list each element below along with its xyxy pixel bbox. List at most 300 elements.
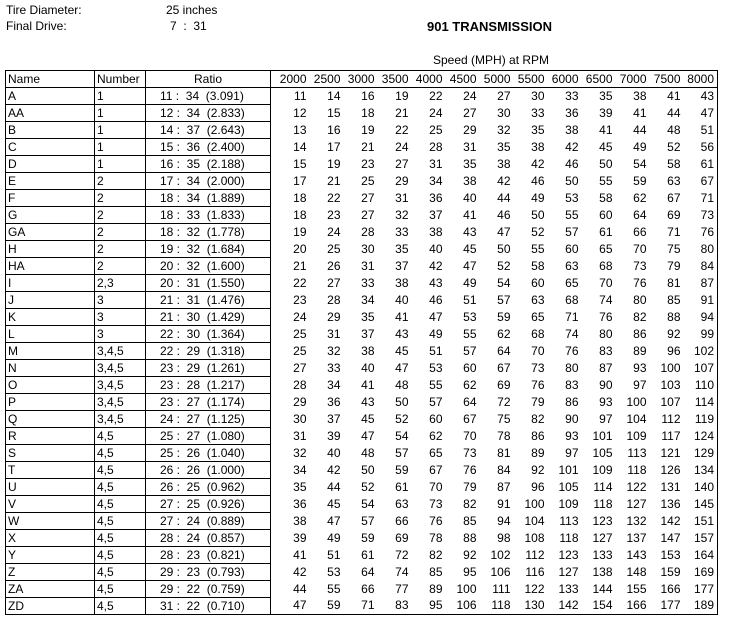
speed-cell: 102 bbox=[684, 343, 718, 360]
gear-ratio-cell: 16 : 35 (2.188) bbox=[146, 156, 271, 173]
speed-cell: 50 bbox=[531, 207, 545, 222]
speed-cell: 85 bbox=[667, 292, 681, 307]
speed-cell: 35 bbox=[271, 479, 310, 496]
speed-cell: 123 bbox=[558, 547, 579, 562]
speed-cell: 97 bbox=[633, 377, 647, 392]
speed-cell: 118 bbox=[627, 462, 647, 477]
speed-cell: 30 bbox=[531, 88, 545, 103]
speed-header: Speed (MPH) at RPM bbox=[433, 53, 550, 67]
final-drive-value: 7 : 31 bbox=[170, 19, 207, 33]
speed-cell: 114 bbox=[593, 479, 613, 494]
speed-cell: 33 bbox=[361, 275, 375, 290]
speed-cell: 38 bbox=[463, 173, 477, 188]
speed-cell: 107 bbox=[660, 394, 681, 409]
gear-ratio-cell: 19 : 32 (1.684) bbox=[146, 241, 271, 258]
speed-cell: 38 bbox=[531, 139, 545, 154]
gear-name-cell: D bbox=[6, 156, 95, 173]
speed-cell: 27 bbox=[271, 360, 310, 377]
speed-cell: 93 bbox=[633, 360, 647, 375]
speed-cell: 49 bbox=[463, 275, 477, 290]
speed-cell: 31 bbox=[463, 139, 477, 154]
speed-cell: 38 bbox=[429, 224, 443, 239]
speed-cell: 77 bbox=[395, 581, 409, 596]
table-row bbox=[6, 564, 718, 581]
speed-cell: 25 bbox=[429, 122, 443, 137]
speed-cell: 47 bbox=[271, 598, 310, 615]
speed-cell: 21 bbox=[361, 139, 375, 154]
speed-cell: 35 bbox=[599, 88, 613, 103]
speed-cell: 42 bbox=[497, 173, 511, 188]
table-row bbox=[6, 88, 718, 105]
gear-ratio-cell: 21 : 30 (1.429) bbox=[146, 309, 271, 326]
speed-cell: 76 bbox=[565, 343, 579, 358]
speed-cell: 104 bbox=[524, 513, 545, 528]
gear-ratio-cell: 27 : 25 (0.926) bbox=[146, 496, 271, 513]
speed-cell: 157 bbox=[684, 530, 718, 547]
speed-cell: 76 bbox=[599, 309, 613, 324]
speed-cell: 30 bbox=[497, 105, 511, 120]
table-row bbox=[6, 309, 718, 326]
speed-cell: 85 bbox=[463, 513, 477, 528]
speed-cell: 100 bbox=[456, 581, 477, 596]
speed-cell: 70 bbox=[633, 241, 647, 256]
speed-cell: 122 bbox=[626, 479, 647, 494]
speed-cell: 92 bbox=[667, 326, 681, 341]
speed-cell: 68 bbox=[531, 326, 545, 341]
speed-cell: 83 bbox=[378, 598, 412, 615]
gear-number-cell: 3,4,5 bbox=[95, 360, 146, 377]
speed-cell: 122 bbox=[524, 581, 545, 596]
speed-cell: 57 bbox=[463, 343, 477, 358]
speed-cell: 109 bbox=[626, 428, 647, 443]
speed-cell: 63 bbox=[565, 258, 579, 273]
speed-cell: 112 bbox=[525, 547, 545, 562]
gear-ratio-cell: 22 : 30 (1.364) bbox=[146, 326, 271, 343]
speed-cell: 60 bbox=[531, 275, 545, 290]
gear-ratio-cell: 18 : 34 (1.889) bbox=[146, 190, 271, 207]
speed-cell: 111 bbox=[492, 581, 511, 596]
speed-cell: 53 bbox=[463, 309, 477, 324]
speed-cell: 164 bbox=[684, 547, 718, 564]
speed-cell: 60 bbox=[463, 360, 477, 375]
speed-cell: 36 bbox=[271, 496, 310, 513]
speed-cell: 134 bbox=[684, 462, 718, 479]
speed-cell: 44 bbox=[271, 581, 310, 598]
speed-cell: 23 bbox=[271, 292, 310, 309]
speed-cell: 20 bbox=[271, 241, 310, 258]
speed-cell: 50 bbox=[599, 156, 613, 171]
speed-cell: 24 bbox=[327, 224, 341, 239]
speed-cell: 59 bbox=[361, 530, 375, 545]
speed-cell: 79 bbox=[531, 394, 545, 409]
gear-ratio-table bbox=[5, 70, 718, 615]
gear-number-cell: 1 bbox=[95, 88, 146, 105]
speed-cell: 112 bbox=[661, 411, 681, 426]
gear-name-cell: T bbox=[6, 462, 95, 479]
speed-cell: 73 bbox=[463, 445, 477, 460]
speed-cell: 142 bbox=[548, 598, 582, 615]
speed-cell: 142 bbox=[660, 513, 681, 528]
speed-cell: 35 bbox=[497, 139, 511, 154]
speed-cell: 57 bbox=[395, 445, 409, 460]
speed-cell: 50 bbox=[565, 173, 579, 188]
speed-cell: 42 bbox=[327, 462, 341, 477]
speed-cell: 39 bbox=[271, 530, 310, 547]
speed-cell: 138 bbox=[592, 564, 613, 579]
speed-cell: 86 bbox=[531, 428, 545, 443]
speed-cell: 109 bbox=[592, 462, 613, 477]
column-header-rpm: 5500 bbox=[514, 71, 548, 88]
gear-name-cell: F bbox=[6, 190, 95, 207]
speed-cell: 18 bbox=[271, 207, 310, 224]
speed-cell: 29 bbox=[395, 173, 409, 188]
gear-name-cell: C bbox=[6, 139, 95, 156]
speed-cell: 37 bbox=[395, 258, 409, 273]
speed-cell: 27 bbox=[497, 88, 511, 103]
speed-cell: 25 bbox=[271, 326, 310, 343]
speed-cell: 39 bbox=[599, 105, 613, 120]
speed-cell: 33 bbox=[531, 105, 545, 120]
speed-cell: 105 bbox=[558, 479, 579, 494]
speed-cell: 57 bbox=[497, 292, 511, 307]
speed-cell: 19 bbox=[271, 224, 310, 241]
speed-cell: 15 bbox=[327, 105, 341, 120]
speed-cell: 36 bbox=[429, 190, 443, 205]
speed-cell: 59 bbox=[395, 462, 409, 477]
speed-cell: 52 bbox=[361, 479, 375, 494]
speed-cell: 42 bbox=[531, 156, 545, 171]
speed-cell: 103 bbox=[660, 377, 681, 392]
tire-diameter-value: 25 inches bbox=[166, 3, 218, 17]
speed-cell: 67 bbox=[463, 411, 477, 426]
speed-cell: 94 bbox=[684, 309, 718, 326]
speed-cell: 106 bbox=[446, 598, 480, 615]
speed-cell: 47 bbox=[684, 105, 718, 122]
speed-cell: 22 bbox=[429, 88, 443, 103]
speed-cell: 15 bbox=[271, 156, 310, 173]
speed-cell: 102 bbox=[490, 547, 511, 562]
speed-cell: 27 bbox=[327, 275, 341, 290]
gear-number-cell: 4,5 bbox=[95, 462, 146, 479]
speed-cell: 37 bbox=[361, 326, 375, 341]
table-row bbox=[6, 394, 718, 411]
page-title: 901 TRANSMISSION bbox=[427, 19, 552, 34]
speed-cell: 38 bbox=[361, 343, 375, 358]
speed-cell: 82 bbox=[429, 547, 443, 562]
speed-cell: 66 bbox=[395, 513, 409, 528]
speed-cell: 38 bbox=[633, 88, 647, 103]
speed-cell: 68 bbox=[565, 292, 579, 307]
table-row bbox=[6, 513, 718, 530]
speed-cell: 44 bbox=[633, 122, 647, 137]
speed-cell: 159 bbox=[660, 564, 681, 579]
gear-ratio-cell: 25 : 26 (1.040) bbox=[146, 445, 271, 462]
speed-cell: 41 bbox=[271, 547, 310, 564]
speed-cell: 189 bbox=[684, 598, 718, 615]
speed-cell: 67 bbox=[497, 360, 511, 375]
speed-cell: 177 bbox=[684, 581, 718, 598]
speed-cell: 46 bbox=[429, 292, 443, 307]
speed-cell: 76 bbox=[684, 224, 718, 241]
table-row bbox=[6, 258, 718, 275]
table-row bbox=[6, 207, 718, 224]
speed-cell: 78 bbox=[429, 530, 443, 545]
speed-cell: 113 bbox=[627, 445, 647, 460]
speed-cell: 41 bbox=[361, 377, 375, 392]
speed-cell: 98 bbox=[497, 530, 511, 545]
speed-cell: 64 bbox=[463, 394, 477, 409]
gear-ratio-cell: 15 : 36 (2.400) bbox=[146, 139, 271, 156]
speed-cell: 89 bbox=[429, 581, 443, 596]
speed-cell: 65 bbox=[565, 275, 579, 290]
gear-name-cell: V bbox=[6, 496, 95, 513]
column-header-rpm: 6500 bbox=[582, 71, 616, 88]
speed-cell: 43 bbox=[684, 88, 718, 105]
gear-name-cell: M bbox=[6, 343, 95, 360]
column-header-rpm: 6000 bbox=[548, 71, 582, 88]
speed-cell: 47 bbox=[429, 309, 443, 324]
speed-cell: 34 bbox=[271, 462, 310, 479]
gear-ratio-cell: 18 : 33 (1.833) bbox=[146, 207, 271, 224]
speed-cell: 59 bbox=[497, 309, 511, 324]
gear-name-cell: N bbox=[6, 360, 95, 377]
speed-cell: 56 bbox=[684, 139, 718, 156]
speed-cell: 92 bbox=[531, 462, 545, 477]
speed-cell: 106 bbox=[490, 564, 511, 579]
speed-cell: 93 bbox=[565, 428, 579, 443]
speed-cell: 36 bbox=[565, 105, 579, 120]
speed-cell: 62 bbox=[429, 428, 443, 443]
gear-name-cell: B bbox=[6, 122, 95, 139]
speed-cell: 47 bbox=[395, 360, 409, 375]
speed-cell: 45 bbox=[361, 411, 375, 426]
speed-cell: 133 bbox=[558, 581, 579, 596]
speed-cell: 58 bbox=[667, 156, 681, 171]
gear-name-cell: GA bbox=[6, 224, 95, 241]
table-row bbox=[6, 428, 718, 445]
speed-cell: 33 bbox=[565, 88, 579, 103]
speed-cell: 97 bbox=[565, 445, 579, 460]
gear-ratio-cell: 20 : 32 (1.600) bbox=[146, 258, 271, 275]
table-row bbox=[6, 360, 718, 377]
speed-cell: 93 bbox=[599, 394, 613, 409]
speed-cell: 46 bbox=[497, 207, 511, 222]
speed-cell: 24 bbox=[271, 309, 310, 326]
speed-cell: 61 bbox=[599, 224, 613, 239]
column-header-rpm: 4000 bbox=[412, 71, 446, 88]
column-header-rpm: 3000 bbox=[344, 71, 378, 88]
gear-ratio-cell: 22 : 29 (1.318) bbox=[146, 343, 271, 360]
speed-cell: 118 bbox=[480, 598, 514, 615]
speed-cell: 82 bbox=[633, 309, 647, 324]
speed-cell: 49 bbox=[429, 326, 443, 341]
speed-cell: 51 bbox=[463, 292, 477, 307]
speed-cell: 61 bbox=[395, 479, 409, 494]
speed-cell: 52 bbox=[531, 224, 545, 239]
table-row bbox=[6, 241, 718, 258]
speed-cell: 35 bbox=[395, 241, 409, 256]
gear-ratio-cell: 26 : 26 (1.000) bbox=[146, 462, 271, 479]
speed-cell: 131 bbox=[660, 479, 681, 494]
speed-cell: 35 bbox=[463, 156, 477, 171]
speed-cell: 55 bbox=[327, 581, 341, 596]
speed-cell: 41 bbox=[599, 122, 613, 137]
column-header-rpm: 7000 bbox=[616, 71, 650, 88]
speed-cell: 86 bbox=[633, 326, 647, 341]
speed-cell: 64 bbox=[633, 207, 647, 222]
speed-cell: 87 bbox=[599, 360, 613, 375]
speed-cell: 37 bbox=[429, 207, 443, 222]
speed-cell: 129 bbox=[684, 445, 718, 462]
gear-number-cell: 4,5 bbox=[95, 581, 146, 598]
speed-cell: 59 bbox=[633, 173, 647, 188]
gear-ratio-cell: 26 : 25 (0.962) bbox=[146, 479, 271, 496]
speed-cell: 32 bbox=[271, 445, 310, 462]
speed-cell: 44 bbox=[327, 479, 341, 494]
speed-cell: 75 bbox=[667, 241, 681, 256]
speed-cell: 143 bbox=[626, 547, 647, 562]
speed-cell: 66 bbox=[633, 224, 647, 239]
speed-cell: 55 bbox=[429, 377, 443, 392]
speed-cell: 54 bbox=[633, 156, 647, 171]
gear-number-cell: 4,5 bbox=[95, 445, 146, 462]
speed-cell: 27 bbox=[361, 207, 375, 222]
speed-cell: 30 bbox=[361, 241, 375, 256]
speed-cell: 48 bbox=[361, 445, 375, 460]
speed-cell: 85 bbox=[429, 564, 443, 579]
speed-cell: 31 bbox=[327, 326, 341, 341]
speed-cell: 47 bbox=[497, 224, 511, 239]
speed-cell: 16 bbox=[361, 88, 375, 103]
speed-cell: 100 bbox=[524, 496, 545, 511]
header-row bbox=[6, 71, 718, 88]
gear-number-cell: 4,5 bbox=[95, 496, 146, 513]
gear-ratio-cell: 31 : 22 (0.710) bbox=[146, 598, 271, 615]
gear-name-cell: Y bbox=[6, 547, 95, 564]
speed-cell: 87 bbox=[497, 479, 511, 494]
speed-cell: 90 bbox=[565, 411, 579, 426]
speed-cell: 137 bbox=[626, 530, 647, 545]
speed-cell: 110 bbox=[684, 377, 718, 394]
speed-cell: 18 bbox=[361, 105, 375, 120]
speed-cell: 67 bbox=[684, 173, 718, 190]
speed-cell: 41 bbox=[463, 207, 477, 222]
speed-cell: 76 bbox=[429, 513, 443, 528]
speed-cell: 29 bbox=[327, 309, 341, 324]
speed-cell: 71 bbox=[565, 309, 579, 324]
speed-cell: 42 bbox=[429, 258, 443, 273]
speed-cell: 61 bbox=[361, 547, 375, 562]
speed-cell: 24 bbox=[395, 139, 409, 154]
speed-cell: 31 bbox=[429, 156, 443, 171]
speed-cell: 101 bbox=[558, 462, 579, 477]
tire-diameter-label: Tire Diameter: bbox=[6, 3, 82, 17]
speed-cell: 51 bbox=[684, 122, 718, 139]
table-row bbox=[6, 445, 718, 462]
table-row bbox=[6, 343, 718, 360]
gear-name-cell: S bbox=[6, 445, 95, 462]
speed-cell: 21 bbox=[395, 105, 409, 120]
speed-cell: 65 bbox=[599, 241, 613, 256]
speed-cell: 81 bbox=[497, 445, 511, 460]
speed-cell: 148 bbox=[626, 564, 647, 579]
gear-ratio-cell: 11 : 34 (3.091) bbox=[146, 88, 271, 105]
speed-cell: 145 bbox=[684, 496, 718, 513]
speed-cell: 52 bbox=[395, 411, 409, 426]
speed-cell: 87 bbox=[684, 275, 718, 292]
speed-cell: 33 bbox=[395, 224, 409, 239]
column-header-rpm: 7500 bbox=[650, 71, 684, 88]
table-row bbox=[6, 156, 718, 173]
gear-ratio-cell: 27 : 24 (0.889) bbox=[146, 513, 271, 530]
speed-cell: 92 bbox=[463, 547, 477, 562]
speed-cell: 38 bbox=[497, 156, 511, 171]
speed-cell: 50 bbox=[395, 394, 409, 409]
gear-number-cell: 4,5 bbox=[95, 598, 146, 615]
speed-cell: 12 bbox=[271, 105, 310, 122]
speed-cell: 64 bbox=[497, 343, 511, 358]
speed-cell: 70 bbox=[531, 343, 545, 358]
table-row bbox=[6, 139, 718, 156]
table-row bbox=[6, 598, 718, 615]
gear-name-cell: O bbox=[6, 377, 95, 394]
gear-name-cell: P bbox=[6, 394, 95, 411]
gear-ratio-cell: 25 : 27 (1.080) bbox=[146, 428, 271, 445]
speed-cell: 47 bbox=[327, 513, 341, 528]
speed-cell: 33 bbox=[327, 360, 341, 375]
gear-name-cell: X bbox=[6, 530, 95, 547]
speed-cell: 32 bbox=[395, 207, 409, 222]
speed-cell: 72 bbox=[497, 394, 511, 409]
speed-cell: 119 bbox=[684, 411, 718, 428]
speed-cell: 17 bbox=[271, 173, 310, 190]
speed-cell: 61 bbox=[684, 156, 718, 173]
table-row bbox=[6, 479, 718, 496]
speed-cell: 60 bbox=[429, 411, 443, 426]
speed-cell: 166 bbox=[616, 598, 650, 615]
speed-cell: 68 bbox=[599, 258, 613, 273]
speed-cell: 57 bbox=[565, 224, 579, 239]
speed-cell: 21 bbox=[271, 258, 310, 275]
speed-cell: 75 bbox=[497, 411, 511, 426]
speed-cell: 22 bbox=[327, 190, 341, 205]
gear-number-cell: 2 bbox=[95, 224, 146, 241]
speed-cell: 153 bbox=[660, 547, 681, 562]
speed-cell: 46 bbox=[565, 156, 579, 171]
speed-cell: 95 bbox=[412, 598, 446, 615]
speed-cell: 116 bbox=[525, 564, 545, 579]
speed-cell: 44 bbox=[667, 105, 681, 120]
gear-name-cell: Z bbox=[6, 564, 95, 581]
gear-ratio-cell: 18 : 32 (1.778) bbox=[146, 224, 271, 241]
gear-number-cell: 4,5 bbox=[95, 564, 146, 581]
speed-cell: 80 bbox=[633, 292, 647, 307]
gear-number-cell: 2 bbox=[95, 207, 146, 224]
gear-ratio-cell: 28 : 24 (0.857) bbox=[146, 530, 271, 547]
speed-cell: 32 bbox=[327, 343, 341, 358]
speed-cell: 27 bbox=[463, 105, 477, 120]
speed-cell: 73 bbox=[633, 258, 647, 273]
speed-cell: 127 bbox=[592, 530, 613, 545]
speed-cell: 38 bbox=[271, 513, 310, 530]
speed-cell: 40 bbox=[395, 292, 409, 307]
gear-ratio-cell: 29 : 23 (0.793) bbox=[146, 564, 271, 581]
speed-cell: 62 bbox=[633, 190, 647, 205]
speed-cell: 55 bbox=[565, 207, 579, 222]
speed-cell: 70 bbox=[599, 275, 613, 290]
gear-name-cell: H bbox=[6, 241, 95, 258]
speed-cell: 14 bbox=[327, 88, 341, 103]
